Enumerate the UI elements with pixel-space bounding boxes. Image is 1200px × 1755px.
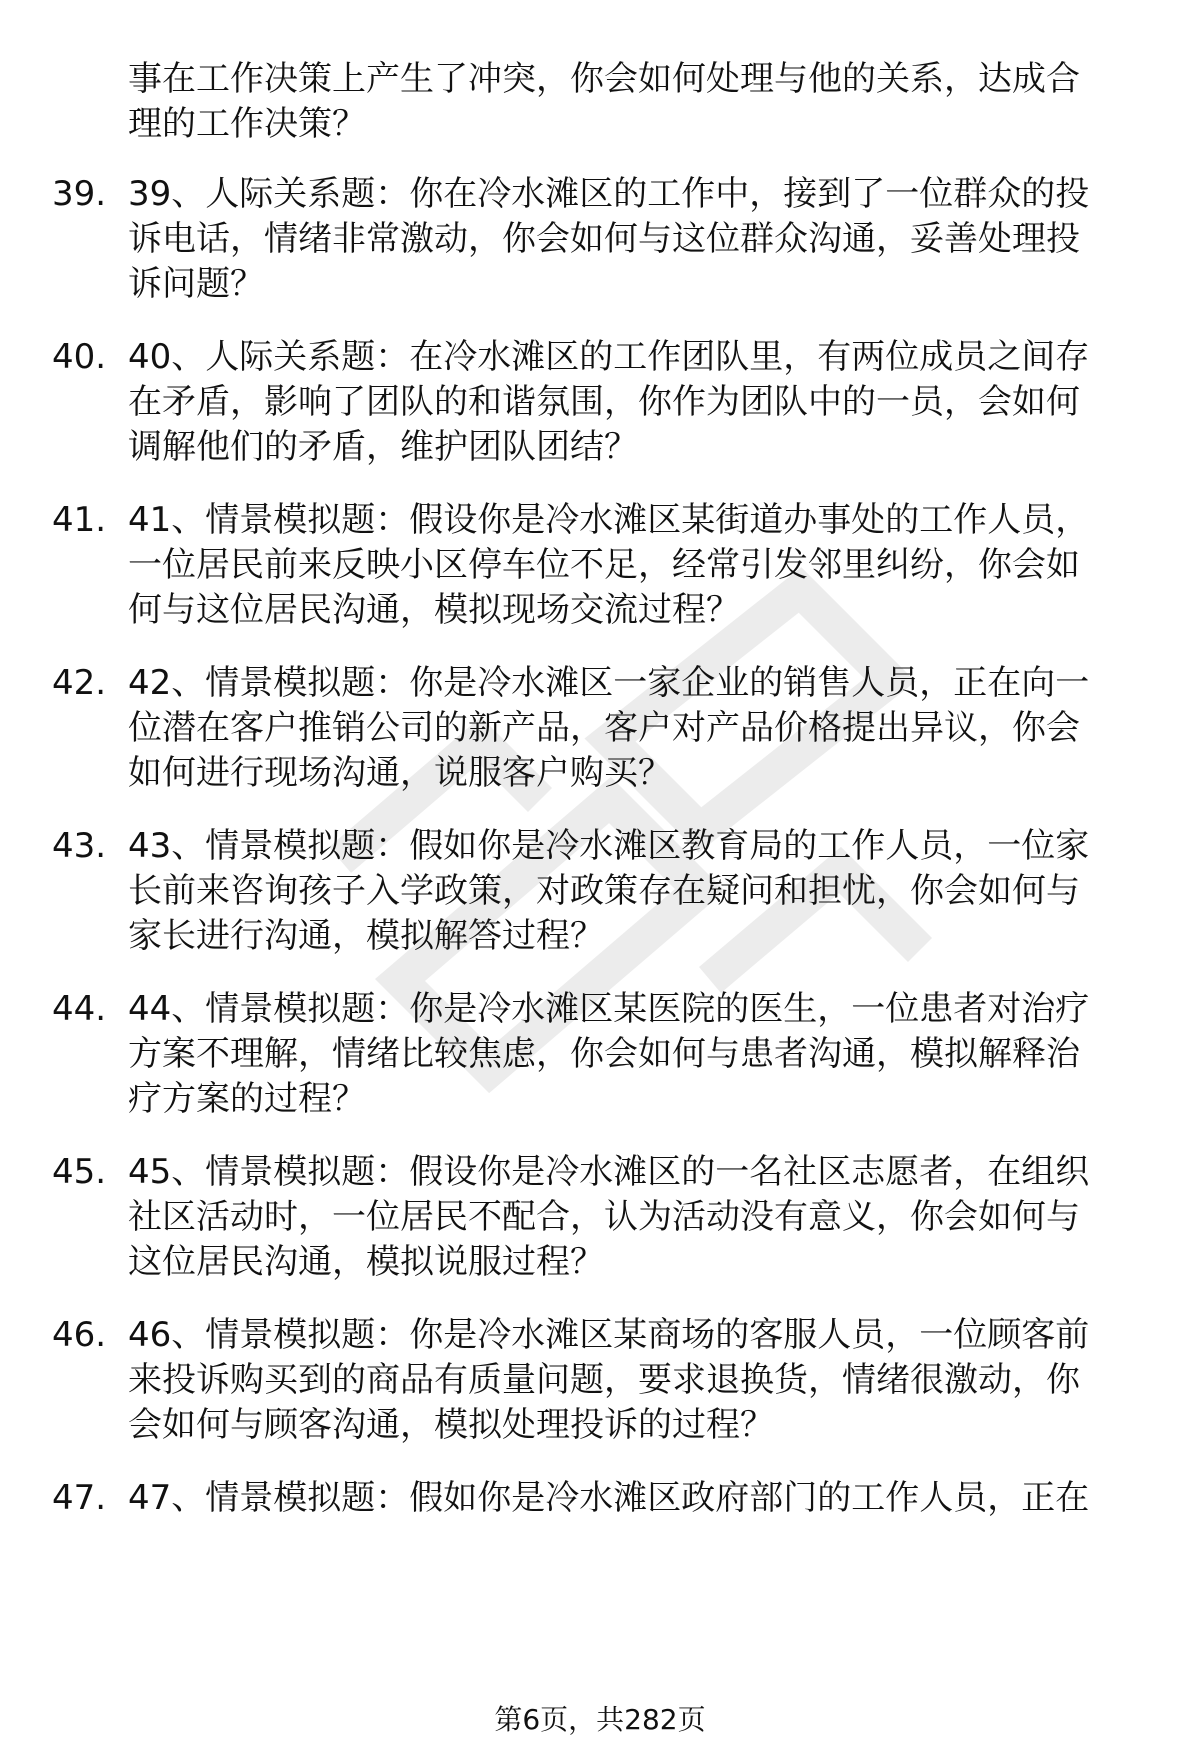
continuation-line: 理的工作决策？ xyxy=(128,104,366,144)
question-number: 46. xyxy=(52,1315,107,1355)
question-line: 家长进行沟通，模拟解答过程？ xyxy=(128,916,604,956)
question-line: 疗方案的过程？ xyxy=(128,1079,366,1119)
question-number: 41. xyxy=(52,500,107,540)
question-line: 39、人际关系题：你在冷水滩区的工作中，接到了一位群众的投 xyxy=(128,174,1090,214)
question-number: 40. xyxy=(52,337,107,377)
question-number: 42. xyxy=(52,663,107,703)
page-footer: 第6页，共282页 xyxy=(494,1703,706,1736)
question-number: 47. xyxy=(52,1478,107,1518)
question-line: 这位居民沟通，模拟说服过程？ xyxy=(128,1242,604,1282)
question-line: 在矛盾，影响了团队的和谐氛围，你作为团队中的一员，会如何 xyxy=(128,382,1080,422)
question-line: 方案不理解，情绪比较焦虑，你会如何与患者沟通，模拟解释治 xyxy=(128,1034,1080,1074)
question-line: 41、情景模拟题：假设你是冷水滩区某街道办事处的工作人员， xyxy=(128,500,1090,540)
question-line: 社区活动时，一位居民不配合，认为活动没有意义，你会如何与 xyxy=(128,1197,1080,1237)
question-line: 46、情景模拟题：你是冷水滩区某商场的客服人员，一位顾客前 xyxy=(128,1315,1090,1355)
question-number: 45. xyxy=(52,1152,107,1192)
question-line: 位潜在客户推销公司的新产品，客户对产品价格提出异议，你会 xyxy=(128,708,1080,748)
question-line: 来投诉购买到的商品有质量问题，要求退换货，情绪很激动，你 xyxy=(128,1360,1080,1400)
question-line: 43、情景模拟题：假如你是冷水滩区教育局的工作人员，一位家 xyxy=(128,826,1090,866)
question-line: 45、情景模拟题：假设你是冷水滩区的一名社区志愿者，在组织 xyxy=(128,1152,1090,1192)
question-line: 47、情景模拟题：假如你是冷水滩区政府部门的工作人员，正在 xyxy=(128,1478,1090,1518)
question-line: 42、情景模拟题：你是冷水滩区一家企业的销售人员，正在向一 xyxy=(128,663,1090,703)
question-number: 39. xyxy=(52,174,107,214)
question-line: 何与这位居民沟通，模拟现场交流过程？ xyxy=(128,590,740,630)
question-line: 一位居民前来反映小区停车位不足，经常引发邻里纠纷，你会如 xyxy=(128,545,1080,585)
question-line: 调解他们的矛盾，维护团队团结？ xyxy=(128,427,638,467)
question-line: 40、人际关系题：在冷水滩区的工作团队里，有两位成员之间存 xyxy=(128,337,1090,377)
question-number: 44. xyxy=(52,989,107,1029)
question-line: 诉电话，情绪非常激动，你会如何与这位群众沟通，妥善处理投 xyxy=(128,219,1080,259)
question-line: 诉问题？ xyxy=(128,264,264,304)
question-line: 44、情景模拟题：你是冷水滩区某医院的医生，一位患者对治疗 xyxy=(128,989,1090,1029)
question-number: 43. xyxy=(52,826,107,866)
continuation-line: 事在工作决策上产生了冲突，你会如何处理与他的关系，达成合 xyxy=(128,59,1080,99)
question-line: 长前来咨询孩子入学政策，对政策存在疑问和担忧，你会如何与 xyxy=(128,871,1080,911)
question-line: 如何进行现场沟通，说服客户购买？ xyxy=(128,753,672,793)
question-line: 会如何与顾客沟通，模拟处理投诉的过程？ xyxy=(128,1405,774,1445)
